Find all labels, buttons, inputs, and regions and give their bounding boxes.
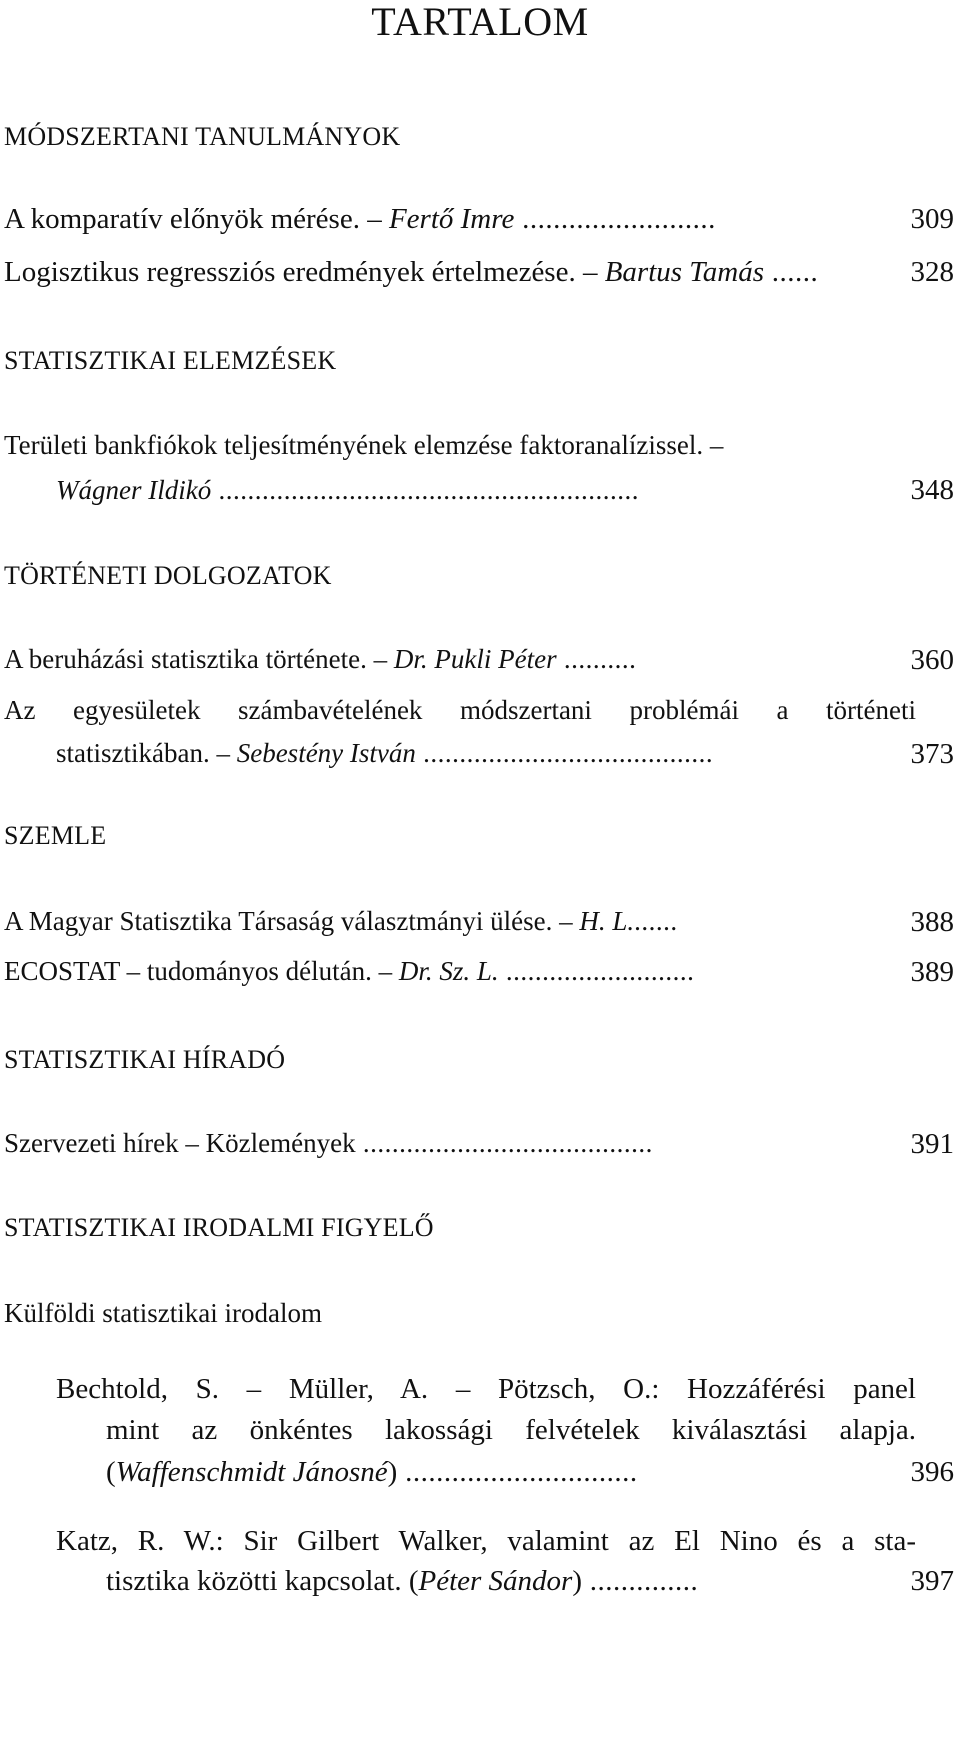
entry-title: A beruházási statisztika története. – bbox=[4, 644, 394, 674]
toc-entry-ecostat[interactable] bbox=[4, 958, 694, 985]
entry-page-number: 391 bbox=[910, 1128, 954, 1160]
entry-title: tisztika közötti kapcsolat. ( bbox=[106, 1565, 419, 1597]
leader-dots: .......................................................... bbox=[211, 475, 639, 505]
paren-close: ) bbox=[572, 1565, 582, 1597]
entry-title: A komparatív előnyök mérése. – bbox=[4, 203, 389, 235]
section-heading-review: SZEMLE bbox=[4, 821, 107, 850]
toc-entry-beruhazasi[interactable] bbox=[4, 646, 636, 673]
entry-author: Waffenschmidt Jánosné bbox=[115, 1456, 388, 1488]
leader-dots: ...... bbox=[764, 256, 819, 288]
leader-dots: ........................................ bbox=[415, 738, 714, 768]
toc-entry-komparativ[interactable] bbox=[4, 205, 716, 234]
entry-title: Logisztikus regressziós eredmények értelmezése. – bbox=[4, 256, 605, 288]
leader-dots: ........................................ bbox=[355, 1128, 653, 1158]
entry-page-number: 309 bbox=[910, 203, 954, 235]
toc-entry-bechtold-line2[interactable]: mint az önkéntes lakossági felvételek kiválasztási alapja. bbox=[106, 1414, 916, 1446]
toc-entry-katz-line2[interactable] bbox=[106, 1567, 698, 1596]
toc-entry-egyesuletek-line2[interactable] bbox=[56, 740, 713, 767]
page-title: TARTALOM bbox=[371, 0, 589, 44]
entry-page-number: 396 bbox=[910, 1456, 954, 1488]
entry-author: Sebestény István bbox=[236, 738, 416, 768]
leader-dots: .......... bbox=[556, 644, 637, 674]
entry-author: Wágner Ildikó bbox=[56, 475, 212, 505]
toc-entry-egyesuletek-line1[interactable]: Az egyesületek számbavételének módszertani problémái a történeti bbox=[4, 695, 916, 725]
entry-author: Fertő Imre bbox=[388, 203, 515, 235]
entry-author: Bartus Tamás bbox=[604, 256, 765, 288]
entry-page-number: 397 bbox=[910, 1565, 954, 1597]
leader-dots: .............................. bbox=[397, 1456, 638, 1488]
toc-entry-bankfiokok-line2[interactable] bbox=[56, 477, 639, 504]
section-heading-methodology: MÓDSZERTANI TANULMÁNYOK bbox=[4, 122, 401, 151]
section-heading-literature: STATISZTIKAI IRODALMI FIGYELŐ bbox=[4, 1213, 434, 1242]
toc-entry-logisztikus[interactable] bbox=[4, 258, 818, 287]
toc-entry-bankfiokok-line1[interactable]: Területi bankfiókok teljesítményének elemzése faktoranalízissel. – bbox=[4, 430, 724, 460]
paren-open: ( bbox=[106, 1456, 116, 1488]
toc-subheading-foreign-literature: Külföldi statisztikai irodalom bbox=[4, 1298, 322, 1328]
entry-title: statisztikában. – bbox=[56, 738, 237, 768]
toc-entry-mst-ules[interactable] bbox=[4, 908, 678, 935]
entry-page-number: 389 bbox=[910, 956, 954, 988]
toc-entry-szervezeti-hirek[interactable] bbox=[4, 1130, 653, 1157]
paren-close: ) bbox=[387, 1456, 398, 1488]
section-heading-history: TÖRTÉNETI DOLGOZATOK bbox=[4, 561, 332, 590]
entry-author: H. L. bbox=[579, 906, 635, 936]
entry-title: Szervezeti hírek – Közlemények bbox=[4, 1128, 356, 1158]
leader-dots: ...... bbox=[634, 906, 678, 936]
toc-entry-bechtold-line1[interactable]: Bechtold, S. – Müller, A. – Pötzsch, O.: Hozzáférési panel bbox=[56, 1373, 916, 1405]
entry-page-number: 388 bbox=[910, 906, 954, 938]
section-heading-news: STATISZTIKAI HÍRADÓ bbox=[4, 1045, 286, 1074]
entry-page-number: 360 bbox=[910, 644, 954, 676]
entry-page-number: 348 bbox=[910, 474, 954, 506]
entry-author: Péter Sándor bbox=[418, 1565, 573, 1597]
entry-author: Dr. Sz. L. bbox=[398, 956, 499, 986]
entry-author: Dr. Pukli Péter bbox=[393, 644, 557, 674]
entry-page-number: 373 bbox=[910, 738, 954, 770]
toc-entry-bechtold-line3[interactable] bbox=[106, 1458, 638, 1487]
leader-dots: .............. bbox=[582, 1565, 699, 1597]
entry-page-number: 328 bbox=[910, 256, 954, 288]
toc-entry-katz-line1[interactable]: Katz, R. W.: Sir Gilbert Walker, valamint az El Nino és a sta- bbox=[56, 1525, 916, 1557]
section-heading-analyses: STATISZTIKAI ELEMZÉSEK bbox=[4, 346, 337, 375]
entry-title: ECOSTAT – tudományos délután. – bbox=[4, 956, 399, 986]
leader-dots: ......................... bbox=[514, 203, 716, 235]
leader-dots: .......................... bbox=[498, 956, 695, 986]
entry-title: A Magyar Statisztika Társaság választmányi ülése. – bbox=[4, 906, 580, 936]
